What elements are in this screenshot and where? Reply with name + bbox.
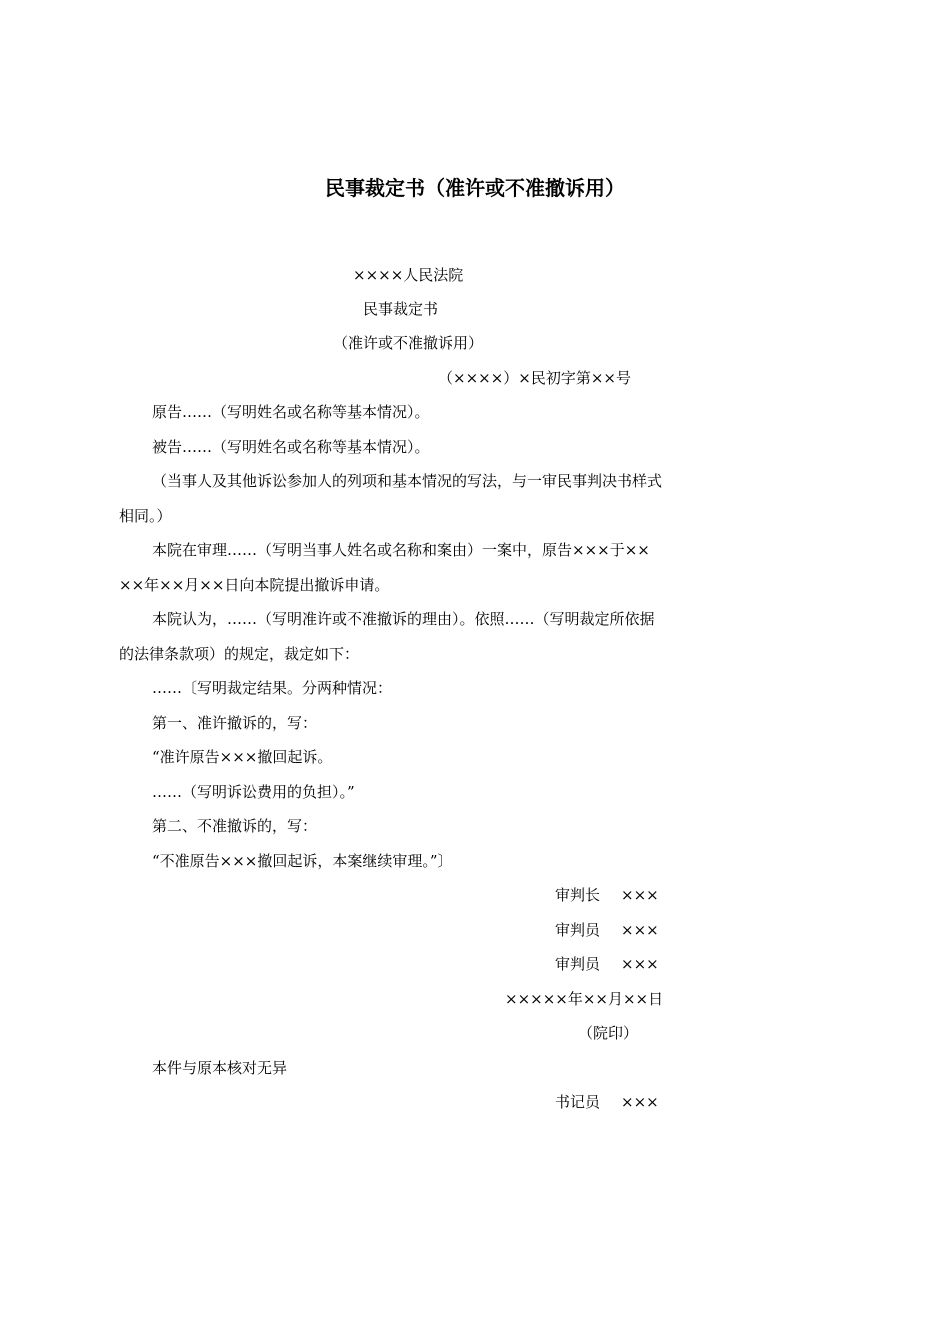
reasoning-line-2: 的法律条款项）的规定，裁定如下： [119,645,360,663]
court-seal: （院印） [578,1024,639,1042]
judge-one-name: ××× [621,921,659,939]
reasoning-line-1: 本院认为，……（写明准许或不准撤诉的理由）。依照……（写明裁定所依据 [152,610,655,628]
document-title: 民事裁定书（准许或不准撤诉用） [325,176,625,200]
party-note-line-2: 相同。） [119,507,172,525]
result-intro: ……〔写明裁定结果。分两种情况： [152,679,393,697]
facts-line-2: ××年××月××日向本院提出撤诉申请。 [119,576,390,594]
defendant-line: 被告……（写明姓名或名称等基本情况）。 [152,438,430,456]
case-one-quote-2: ……（写明诉讼费用的负担）。” [152,783,355,801]
presiding-judge-role: 审判长 [555,886,601,904]
clerk-name: ××× [621,1093,659,1111]
facts-line-1: 本院在审理……（写明当事人姓名或名称和案由）一案中，原告×××于×× [152,541,650,559]
document-name: 民事裁定书 [363,300,439,318]
judge-one-line [555,919,659,941]
presiding-judge-line [555,884,659,906]
judge-two-role: 审判员 [555,955,601,973]
court-name: ××××人民法院 [353,266,464,284]
ruling-date: ×××××年××月××日 [505,990,664,1008]
plaintiff-line: 原告……（写明姓名或名称等基本情况）。 [152,403,430,421]
case-one-label: 第一、准许撤诉的，写： [152,714,318,732]
case-number: （××××）×民初字第××号 [438,369,631,387]
clerk-line [555,1091,659,1113]
presiding-judge-name: ××× [621,886,659,904]
judge-one-role: 审判员 [555,921,601,939]
case-two-quote: “不准原告×××撤回起诉，本案继续审理。”〕 [152,852,453,870]
verification-line: 本件与原本核对无异 [152,1059,288,1077]
document-purpose: （准许或不准撤诉用） [333,334,484,352]
judge-two-line [555,953,659,975]
judge-two-name: ××× [621,955,659,973]
clerk-role: 书记员 [555,1093,601,1111]
case-two-label: 第二、不准撤诉的，写： [152,817,318,835]
case-one-quote-1: “准许原告×××撤回起诉。 [152,748,333,766]
party-note-line-1: （当事人及其他诉讼参加人的列项和基本情况的写法，与一审民事判决书样式 [152,472,663,490]
